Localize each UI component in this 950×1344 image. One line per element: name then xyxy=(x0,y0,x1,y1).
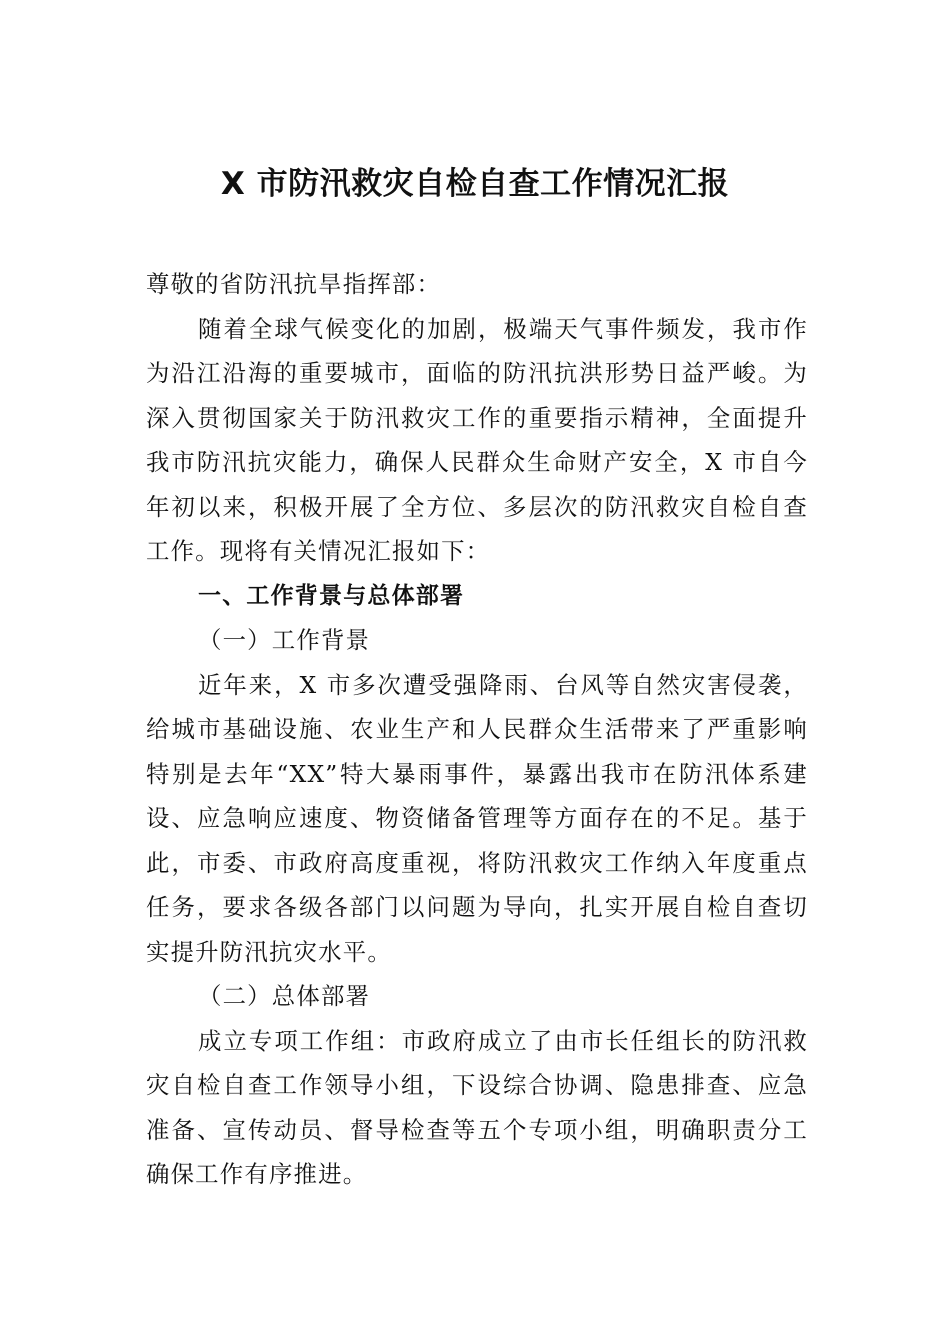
subsection-heading-deployment: （二）总体部署 xyxy=(198,982,371,1010)
intro-paragraph: 随着全球气候变化的加剧，极端天气事件频发，我市作为沿江沿海的重要城市，面临的防汛抗洪形势日益严峻。为深入贯彻国家关于防汛救灾工作的重要指示精神，全面提升我市防汛抗灾能力，确保人民群众生命财产安全，X 市自今年初以来，积极开展了全方位、多层次的防汛救灾自检自查工作。现将有关情况汇报如下： xyxy=(146,314,808,565)
document-title: X 市防汛救灾自检自查工作情况汇报 xyxy=(220,166,730,202)
subsection-heading-background: （一）工作背景 xyxy=(198,626,371,654)
section-heading: 一、工作背景与总体部署 xyxy=(198,582,465,609)
background-paragraph: 近年来，X 市多次遭受强降雨、台风等自然灾害侵袭，给城市基础设施、农业生产和人民群众生活带来了严重影响特别是去年“XX”特大暴雨事件，暴露出我市在防汛体系建设、应急响应速度、物资储备管理等方面存在的不足。基于此，市委、市政府高度重视，将防汛救灾工作纳入年度重点任务，要求各级各部门以问题为导向，扎实开展自检自查切实提升防汛抗灾水平。 xyxy=(146,670,808,966)
salutation: 尊敬的省防汛抗旱指挥部： xyxy=(146,270,442,298)
deployment-paragraph: 成立专项工作组：市政府成立了由市长任组长的防汛救灾自检自查工作领导小组，下设综合协调、隐患排查、应急准备、宣传动员、督导检查等五个专项小组，明确职责分工确保工作有序推进。 xyxy=(146,1026,808,1188)
document-body xyxy=(146,262,808,1197)
